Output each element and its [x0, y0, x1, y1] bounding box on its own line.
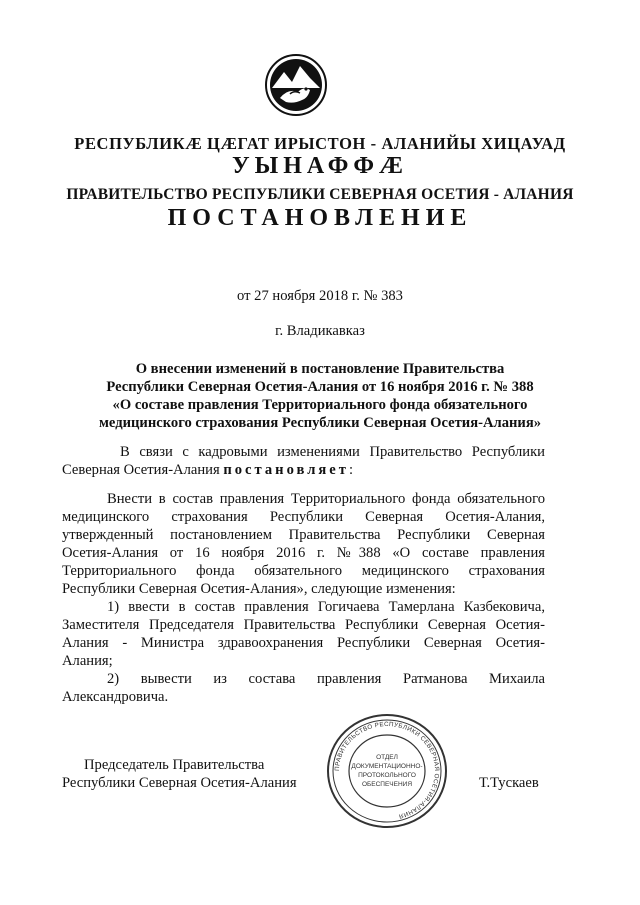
official-seal-stamp	[326, 713, 448, 829]
document-title-line: «О составе правления Территориального фонда обязательного	[112, 397, 528, 413]
signatory-position: Республики Северная Осетия-Алания	[62, 775, 297, 791]
body-line: медицинского страхования Республики Северная Осетия-Алания,	[62, 509, 545, 525]
decree-word: постановляет	[223, 462, 349, 478]
document-title-line: О внесении изменений в постановление Правительства	[135, 361, 505, 377]
preamble-colon: :	[348, 462, 353, 478]
coat-of-arms-emblem	[264, 52, 328, 118]
item-line: 2) вывести из состава правления Ратманова Михаила	[107, 671, 545, 687]
seal-center-text: ОТДЕЛ	[376, 754, 398, 761]
body-line: Территориального фонда обязательного медицинского страхования	[62, 563, 545, 579]
document-title-line: Республики Северная Осетия-Алания от 16 ноября 2016 г. № 388	[106, 379, 534, 395]
body-line: Республики Северная Осетия-Алания», следующие изменения:	[62, 581, 456, 597]
preamble-line: В связи с кадровыми изменениями Правительство Республики	[120, 444, 545, 460]
seal-center-text: ОБЕСПЕЧЕНИЯ	[361, 781, 413, 788]
seal-center-text: ДОКУМЕНТАЦИОННО-	[351, 763, 423, 770]
body-line: Осетия-Алания от 16 ноября 2016 г. №388 «О составе правления	[62, 545, 545, 561]
document-title-line: медицинского страхования Республики Северная Осетия-Алания»	[98, 415, 542, 431]
seal-center-text: ПРОТОКОЛЬНОГО	[358, 772, 416, 779]
header-title-russian: ПОСТАНОВЛЕНИЕ	[167, 205, 473, 231]
item-line: Александровича.	[62, 689, 169, 705]
item-line: Алания - Министра здравоохранения Республики Северная Осетия-	[62, 635, 545, 651]
document-city: г. Владикавказ	[275, 323, 365, 339]
seal-ring-text: ПРАВИТЕЛЬСТВО РЕСПУБЛИКИ СЕВЕРНАЯ ОСЕТИЯ-АЛАНИЯ	[333, 720, 441, 820]
body-line: Внести в состав правления Территориального фонда обязательного	[107, 491, 545, 507]
item-line: 1) ввести в состав правления Гогичаева Тамерлана Казбековича,	[107, 599, 545, 615]
document-date-number: от 27 ноября 2018 г. № 383	[237, 288, 403, 304]
header-line-ossetian: РЕСПУБЛИКӔ ЦӔГАТ ИРЫСТОН - АЛАНИЙЫ ХИЦАУАД	[74, 134, 566, 153]
preamble-text: Северная Осетия-Алания	[62, 462, 224, 478]
body-line: утвержденный постановлением Правительства Республики Северная	[62, 527, 545, 543]
signatory-position: Председатель Правительства	[84, 757, 265, 773]
header-title-ossetian: УЫНАФФӔ	[232, 153, 408, 179]
signatory-name: Т.Тускаев	[479, 775, 539, 791]
header-line-russian: ПРАВИТЕЛЬСТВО РЕСПУБЛИКИ СЕВЕРНАЯ ОСЕТИЯ - АЛАНИЯ	[66, 186, 574, 203]
item-line: Заместителя Председателя Правительства Республики Северная Осетия-	[62, 617, 545, 633]
preamble-line	[62, 462, 353, 479]
item-line: Алания;	[62, 653, 113, 669]
svg-text:ПРАВИТЕЛЬСТВО РЕСПУБЛИКИ СЕВЕР	[334, 721, 440, 820]
